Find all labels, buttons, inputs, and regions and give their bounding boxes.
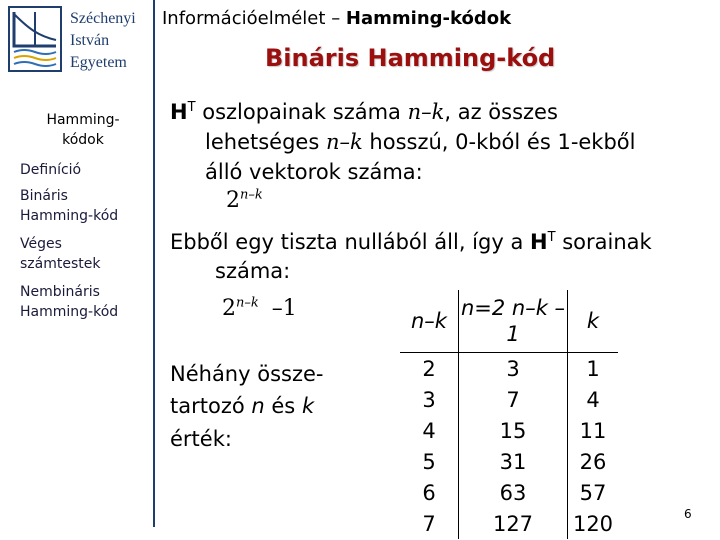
text: 2 [222, 296, 236, 321]
table-row [400, 508, 618, 539]
header-dash: – [331, 8, 341, 29]
university-line-3: Egyetem [70, 54, 127, 71]
slide-header [162, 8, 511, 29]
cell-n: 3 [459, 353, 568, 385]
sidebar-item-hamming-kodok[interactable] [28, 110, 138, 150]
n-minus-k: n–k [325, 130, 363, 154]
university-name [70, 8, 136, 74]
cell-k: 26 [579, 449, 607, 474]
cell-n-minus-k: 7 [400, 508, 459, 539]
cell-n: 31 [459, 446, 568, 477]
table-row [400, 446, 618, 477]
table-header-row [400, 290, 618, 353]
sidebar-divider [153, 0, 155, 527]
sidebar-item-label: Véges számtestek [20, 236, 101, 272]
text: hosszú, 0-kból és 1-ekből [369, 130, 636, 154]
text: Ebből egy tiszta nullából áll, így a [170, 230, 524, 254]
paragraph-2-line-2: száma: [215, 259, 291, 283]
header-n-minus-k: n–k [400, 290, 459, 353]
paragraph-2-line-1 [170, 228, 652, 256]
sidebar-item-label: Hamming-kódok [46, 112, 120, 148]
text: –1 [271, 296, 297, 321]
page-number: 6 [684, 507, 692, 521]
paragraph-1-line-3: álló vektorok száma: [205, 160, 423, 184]
sidebar-item-binaris-hamming-kod[interactable] [20, 186, 145, 226]
table-row [400, 353, 618, 385]
values-table [400, 290, 618, 539]
cell-k: 57 [579, 480, 607, 505]
cell-n-minus-k: 4 [400, 415, 459, 446]
university-line-1: Széchenyi [70, 10, 136, 27]
cell-n: 15 [459, 415, 568, 446]
sidebar-item-veges-szamtestek[interactable] [20, 234, 120, 274]
transpose-mark: T [187, 100, 196, 115]
text: n–k [240, 187, 263, 203]
cell-n-minus-k: 5 [400, 446, 459, 477]
text: , az összes [444, 100, 558, 124]
header-n: n=2 n–k –1 [459, 290, 568, 353]
text: n–k [236, 295, 259, 311]
paragraph-3-line-2 [170, 392, 314, 420]
header-topic: Hamming-kódok [345, 8, 512, 29]
text: oszlopainak száma [202, 100, 401, 124]
cell-k: 120 [572, 511, 614, 536]
text: lehetséges [205, 130, 320, 154]
cell-n: 63 [459, 477, 568, 508]
header-subject: Információelmélet [162, 8, 326, 29]
table-row [400, 477, 618, 508]
text: tartozó [170, 394, 245, 418]
cell-k: 1 [586, 356, 600, 381]
paragraph-3-line-3: érték: [170, 427, 232, 451]
text: 2 [226, 188, 240, 213]
paragraph-1-line-1 [170, 98, 558, 126]
paragraph-1-line-2 [205, 128, 636, 156]
formula-2-pow-n-k [226, 188, 263, 213]
text: sorainak [562, 230, 652, 254]
transpose-mark: T [547, 230, 556, 245]
cell-n-minus-k: 3 [400, 384, 459, 415]
university-line-2: István [70, 32, 110, 49]
cell-k: 11 [579, 418, 607, 443]
header-k: k [568, 290, 619, 353]
matrix-h: H [170, 100, 188, 124]
sidebar-item-definicio[interactable] [20, 160, 81, 180]
cell-n-minus-k: 6 [400, 477, 459, 508]
table-row [400, 384, 618, 415]
text: és [271, 394, 296, 418]
cell-k: 4 [586, 387, 600, 412]
formula-2-pow-n-k-minus-1 [222, 296, 297, 321]
cell-n-minus-k: 2 [400, 353, 459, 385]
text: k [301, 394, 315, 418]
slide-title: Bináris Hamming-kód [265, 44, 556, 72]
sidebar-item-nembinaris-hamming-kod[interactable] [20, 282, 145, 322]
cell-n: 127 [459, 508, 568, 539]
university-logo [8, 6, 62, 72]
sidebar-item-label: Nembináris Hamming-kód [20, 284, 119, 320]
sidebar-item-label: Definíció [20, 162, 82, 178]
sidebar [0, 0, 153, 540]
table-row [400, 415, 618, 446]
n-minus-k: n–k [407, 100, 445, 124]
paragraph-3-line-1: Néhány össze- [170, 362, 324, 386]
cell-n: 7 [459, 384, 568, 415]
matrix-h: H [530, 230, 548, 254]
text: n [251, 394, 265, 418]
sidebar-item-label: Bináris Hamming-kód [20, 188, 119, 224]
